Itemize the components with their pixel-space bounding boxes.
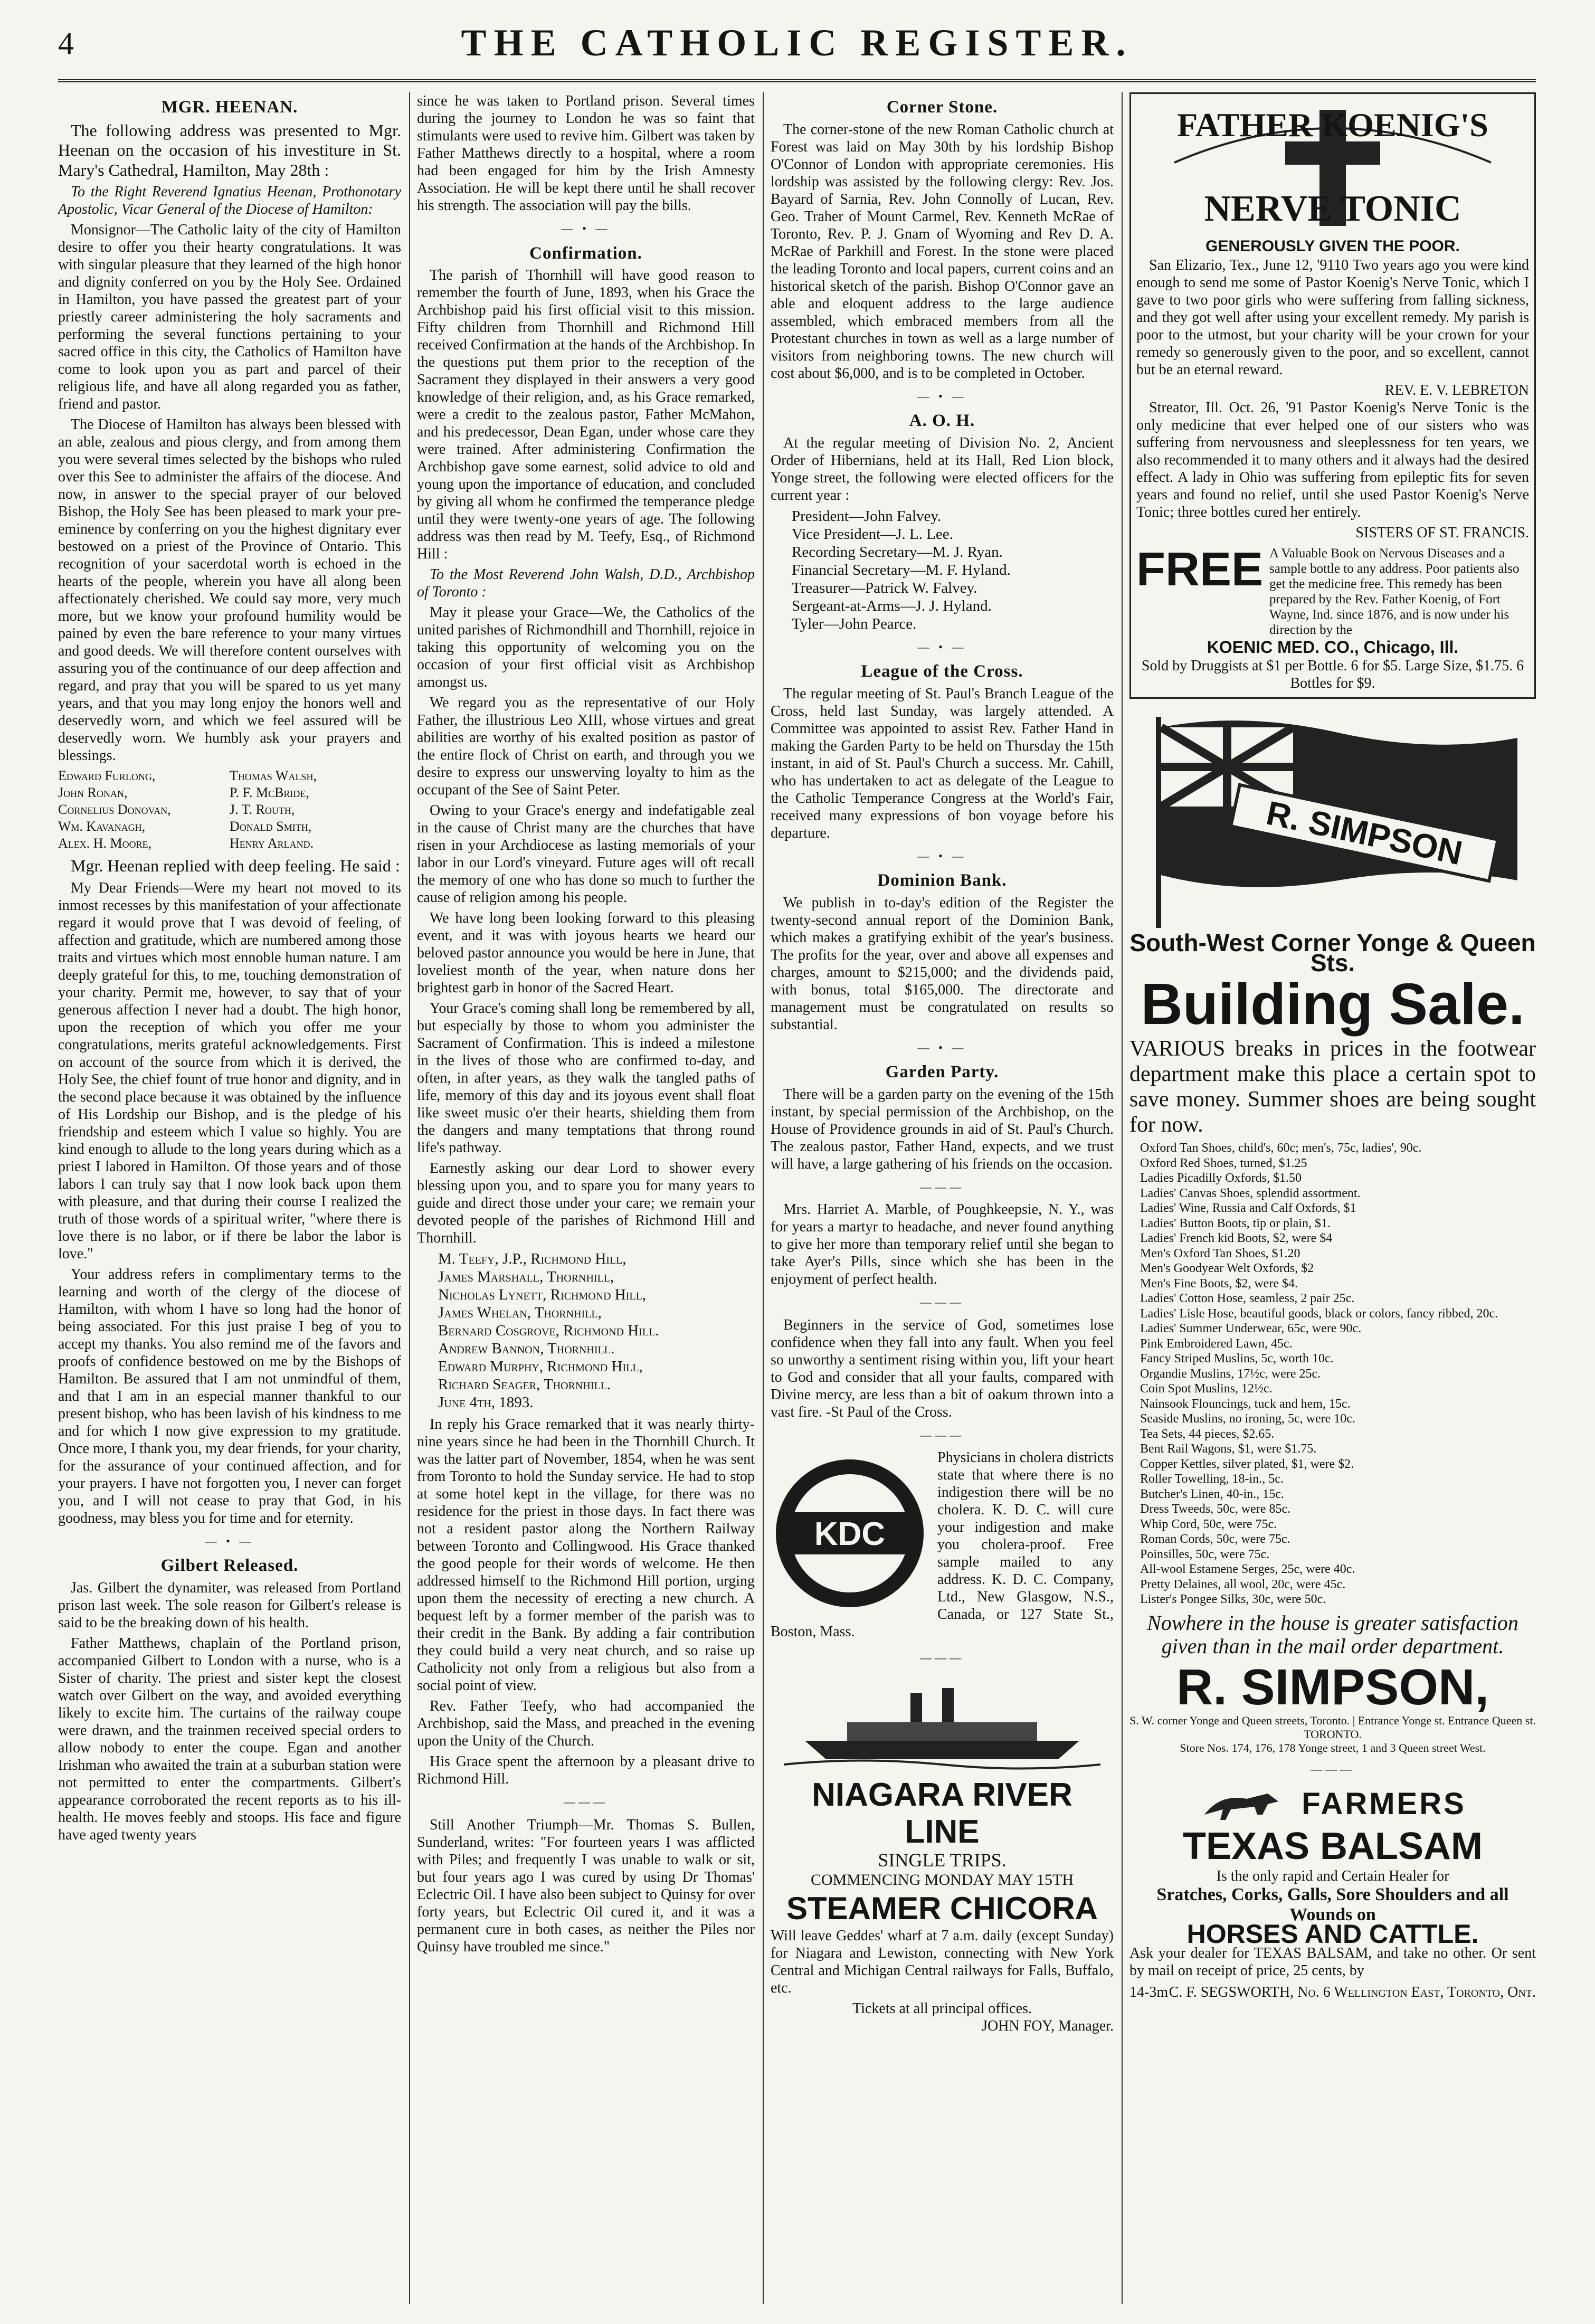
niagara-steamer: STEAMER CHICORA <box>786 1890 1098 1926</box>
officer-list <box>792 507 1114 633</box>
sale-item: Seaside Muslins, no ironing, 5c, were 10c. <box>1140 1412 1355 1426</box>
sale-item: Ladies Picadilly Oxfords, $1.50 <box>1140 1171 1302 1185</box>
koenig-tagline: GENEROUSLY GIVEN THE POOR. <box>1205 238 1460 255</box>
sale-item: Butcher's Linen, 40-in., 15c. <box>1140 1487 1284 1501</box>
separator: — • — <box>917 849 967 862</box>
simpson-location: South-West Corner Yonge & Queen Sts. <box>1129 929 1536 976</box>
simpson-store-numbers: Store Nos. 174, 176, 178 Yonge street, 1 and 3 Queen street West. <box>1180 1741 1486 1754</box>
signature: P. F. McBride, <box>230 785 309 800</box>
sale-intro: VARIOUS breaks in prices in the footwear department make this place a certain spot to save money. Summer shoes are being sought for now. <box>1129 1037 1536 1137</box>
signature: Henry Arland. <box>230 836 314 851</box>
texas-signature-row <box>1129 1982 1536 2003</box>
kdc-logo-text: KDC <box>814 1516 886 1552</box>
sale-item: Ladies' Wine, Russia and Calf Oxfords, $1 <box>1140 1201 1356 1215</box>
paragraph: The Diocese of Hamilton has always been blessed with an able, zealous and pious clergy, and from among them you were several times selected by the bishops who ruled over this See to administer the affairs of the diocese. And now, in answer to the special prayer of our beloved Bishop, the Holy See has been pleased to mark your pre-eminence by conferring on you the highest dignitary ever bestowed on a priest of the Province of Ontario. This recognition of your sacerdotal worth is echoed in the hearts of the people, wherein you have all along been affectionately cherished. We could say more, very much more, but we know your profound humility would be pained by even the bare reference to your many virtues and good deeds. We will therefore content ourselves with assuring you of the continuance of our deep affection and regard, and pray that you will be spared to us yet many years, and that you may long enjoy the honors well and deservedly worn, and which we feel assured will be deservedly worn. We humbly ask your prayers and blessings. <box>58 416 401 764</box>
article-title: Corner Stone. <box>886 98 998 117</box>
article-title: Dominion Bank. <box>877 871 1007 890</box>
officer: Treasurer—Patrick W. Falvey. <box>792 579 977 596</box>
farmers-banner <box>1129 1783 1536 1825</box>
officer: President—John Falvey. <box>792 507 942 525</box>
separator: ——— <box>920 1428 964 1441</box>
niagara-subtitle: SINGLE TRIPS. <box>878 1849 1007 1871</box>
signature: Alex. H. Moore, <box>58 836 152 851</box>
texas-line: Sratches, Corks, Galls, Sore Shoulders and all Wounds on <box>1156 1885 1509 1924</box>
signature: J. T. Routh, <box>230 802 295 817</box>
flag-text: R. SIMPSON <box>1263 793 1466 872</box>
niagara-advertisement <box>771 1672 1114 2035</box>
article-title: League of the Cross. <box>861 662 1023 681</box>
separator: ——— <box>920 1180 964 1193</box>
koenig-logo-icon <box>1143 99 1523 236</box>
sale-item: Bent Rail Wagons, $1, were $1.75. <box>1140 1442 1317 1456</box>
sale-item: Copper Kettles, silver plated, $1, were $2. <box>1140 1457 1354 1471</box>
simpson-address: S. W. corner Yonge and Queen streets, Toronto. | Entrance Yonge st. Entrance Queen st. TORONTO. <box>1129 1713 1536 1741</box>
page-number: 4 <box>58 26 74 61</box>
signer: Andrew Bannon, Thornhill. <box>438 1340 615 1357</box>
page-header <box>58 21 1536 100</box>
paragraph: We have long been looking forward to this pleasing event, and it was with joyous hearts we heard our beloved pastor announce you would be here in June, that loveliest month of the year, when nature dons her brightest garb in honor of the Sacred Heart. <box>417 910 755 996</box>
testimonial-signature: SISTERS OF ST. FRANCIS. <box>1355 524 1529 541</box>
article-title: Gilbert Released. <box>160 1556 299 1575</box>
paragraph: Jas. Gilbert the dynamiter, was released from Portland prison last week. The sole reason for Gilbert's release is said to be the breaking down of his health. <box>58 1579 401 1631</box>
sale-item: Ladies' Summer Underwear, 65c, were 90c. <box>1140 1322 1362 1335</box>
koenic-company: KOENIC MED. CO., Chicago, Ill. <box>1207 637 1459 657</box>
salutation: To the Most Reverend John Walsh, D.D., Archbishop of Toronto : <box>417 566 755 600</box>
sale-item: Ladies' Button Boots, tip or plain, $1. <box>1140 1216 1331 1230</box>
officer: Vice President—J. L. Lee. <box>792 525 953 543</box>
koenig-advertisement <box>1129 92 1536 699</box>
sale-item: Oxford Red Shoes, turned, $1.25 <box>1140 1156 1307 1170</box>
officer: Tyler—John Pearce. <box>792 615 917 632</box>
horse-icon <box>1199 1783 1294 1825</box>
paragraph: At the regular meeting of Division No. 2, Ancient Order of Hibernians, held at its Hall, Red Lion block, Yonge street, the following were elected officers for the current year : <box>771 434 1114 504</box>
free-offer <box>1136 543 1529 638</box>
niagara-title: NIAGARA RIVER LINE <box>812 1776 1072 1850</box>
paragraph: We regard you as the representative of our Holy Father, the illustrious Leo XIII, whose virtues and great abilities are worthy of his exalted position as pastor of the entire flock of Christ on earth, and through you we desire to express our unswerving loyalty to him as the occupant of the See of Saint Peter. <box>417 695 755 798</box>
signatures <box>58 767 401 852</box>
sale-item: Pretty Delaines, all wool, 20c, were 45c. <box>1140 1577 1346 1591</box>
paragraph: The parish of Thornhill will have good reason to remember the fourth of June, 1893, when his Grace the Archbishop paid his first official visit to this mission. Fifty children from Thornhill and Richmond Hill received Confirmation at the hands of the Archbishop. In the questions put them prior to the reception of the Sacrament they displayed in their answers a very good knowledge of their religion, and, as his Grace remarked, were a credit to the zealous pastor, Father McMahon, and his predecessor, Dean Egan, under whose care they were trained. After administering Confirmation the Archbishop gave some earnest, solid advice to old and young upon the importance of education, and concluded by giving all whom he confirmed the temperance pledge until they were twenty-one years of age. The following address was then read by M. Teefy, Esq., of Richmond Hill : <box>417 267 755 562</box>
sale-item-list <box>1140 1141 1536 1607</box>
article-title: Garden Party. <box>885 1063 999 1082</box>
sale-item: Ladies' Canvas Shoes, splendid assortment. <box>1140 1186 1361 1200</box>
ad-code: 14-3m <box>1129 1984 1169 2000</box>
sale-item: Roller Towelling, 18-in., 5c. <box>1140 1472 1284 1486</box>
advertisement-text: Still Another Triumph—Mr. Thomas S. Bullen, Sunderland, writes: "For fourteen years I was afflicted with Piles; and frequently I was unable to walk or sit, but four years ago I was cured by using Dr Thomas' Eclectric Oil. I have also been subject to Quinsy for over forty years, but Eclectric Oil cured it, and it was a permanent cure in both cases, as neither the Piles nor Quinsy have troubled me since." <box>417 1816 755 1955</box>
column-divider <box>763 92 764 2304</box>
signature: Donald Smith, <box>230 819 312 834</box>
free-text: A Valuable Book on Nervous Diseases and a sample bottle to any address. Poor patients also get the medicine free. This remedy has been prepared by the Rev. Father Koenig, of Fort Wayne, Ind. since 1876, and is now under his direction by the <box>1269 546 1520 637</box>
column-divider <box>409 92 410 2304</box>
advertisement-text: Will leave Geddes' wharf at 7 a.m. daily (except Sunday) for Niagara and Lewiston, connecting with New York Central and Michigan Central railways for Falls, Buffalo, etc. <box>771 1927 1114 1996</box>
texas-signature: C. F. SEGSWORTH, No. 6 Wellington East, Toronto, Ont. <box>1169 1984 1536 2000</box>
sale-item: All-wool Estamene Serges, 25c, were 40c. <box>1140 1562 1355 1576</box>
paragraph: Rev. Father Teefy, who had accompanied the Archbishop, said the Mass, and preached in the evening upon the Unity of the Church. <box>417 1698 755 1749</box>
officer: Financial Secretary—M. F. Hyland. <box>792 561 1011 578</box>
paragraph: Mgr. Heenan replied with deep feeling. He said : <box>71 856 400 875</box>
paragraph: Beginners in the service of God, sometimes lose confidence when they fall into any fault. When you feel so unworthy a sentiment rising within you, lift your heart to God and consider that all your faults, compared with Divine mercy, are less than a bit of oakum thrown into a vast fire. -St Paul of the Cross. <box>771 1316 1114 1420</box>
sale-item: Ladies' Cotton Hose, seamless, 2 pair 25c. <box>1140 1292 1355 1305</box>
separator: — • — <box>917 1040 967 1054</box>
sale-item: Lister's Pongee Silks, 30c, were 50c. <box>1140 1592 1326 1606</box>
paragraph: We publish in to-day's edition of the Register the twenty-second annual report of the Dominion Bank, which makes a gratifying exhibit of the year's business. The profits for the year, over and above all expenses and charges, amount to $215,000; and the dividends paid, with bonus, total $165,000. The directorate and management must be congratulated on results so substantial. <box>771 894 1114 1033</box>
separator: — • — <box>917 389 967 403</box>
signer: Richard Seager, Thornhill. <box>438 1376 611 1393</box>
sale-item: Organdie Muslins, 17½c, were 25c. <box>1140 1367 1321 1381</box>
niagara-tickets: Tickets at all principal offices. <box>852 2000 1032 2017</box>
paragraph: The corner-stone of the new Roman Catholic church at Forest was laid on May 30th by his lordship Bishop O'Connor of London with appropriate ceremonies. His lordship was assisted by the following clergy: Rev. Jos. Bayard of Sarnia, Rev. John Connolly of Lucan, Rev. Geo. Traher of Mount Carmel, Rev. Kenneth McRae of Toronto, Rev. P. J. Gnam of Wyoming and Rev D. A. McRae of Parkhill and Forest. In the stone were placed the leading Toronto and local papers, current coins and an historical sketch of the parish. Bishop O'Connor gave an able and eloquent address to the large audience assembled, which embraced members from all the Protestant churches in town as well as a large number of visitors from neighboring towns. The new church will cost about $6,000, and is to be completed in October. <box>771 121 1114 382</box>
article-title: MGR. HEENAN. <box>161 98 298 117</box>
signer: James Marshall, Thornhill, <box>438 1268 614 1285</box>
officer: Recording Secretary—M. J. Ryan. <box>792 543 1003 561</box>
sale-item: Men's Goodyear Welt Oxfords, $2 <box>1140 1261 1314 1275</box>
officer: Sergeant-at-Arms—J. J. Hyland. <box>792 597 992 614</box>
simpson-advertisement <box>1129 706 1536 1755</box>
column-divider <box>1122 92 1123 2304</box>
signer: M. Teefy, J.P., Richmond Hill, <box>438 1250 626 1267</box>
flag-icon <box>1137 706 1528 928</box>
separator: — • — <box>561 222 611 235</box>
header-rule <box>58 79 1536 82</box>
article-title: A. O. H. <box>909 411 975 430</box>
signer: June 4th, 1893. <box>438 1394 534 1411</box>
paragraph: In reply his Grace remarked that it was nearly thirty-nine years since he had been in the Thornhill Church. It was the latter part of November, 1854, when he was sent from Toronto to hold the Sunday service. He had to stop at some hotel kept in the village, for there was no residence for the priest in those days. In fact there was not a resident pastor along the Northern Railway between Toronto and Collingwood. His Grace thanked the good people for their words of welcome. He then addressed himself to the Richmond Hill portion, urging upon them the necessity of erecting a new church. A bequest left by a former member of the parish was to their credit in the Bank. By adding a fair contribution they could build a very neat church, and so raise up Catholicity not only from a religious but also from a social point of view. <box>417 1416 755 1694</box>
column-1 <box>58 92 401 2304</box>
texas-order-info: Ask your dealer for TEXAS BALSAM, and take no other. Or sent by mail on receipt of price, 25 cents, by <box>1129 1944 1536 1979</box>
sale-item: Ladies' Lisle Hose, beautiful goods, black or colors, fancy ribbed, 20c. <box>1140 1306 1498 1321</box>
separator: ——— <box>920 1651 964 1664</box>
sale-item: Fancy Striped Muslins, 5c, worth 10c. <box>1140 1352 1334 1365</box>
steamer-icon <box>784 1672 1100 1772</box>
sale-item: Oxford Tan Shoes, child's, 60c; men's, 75c, ladies', 90c. <box>1140 1141 1422 1155</box>
masthead: THE CATHOLIC REGISTER. <box>461 22 1133 64</box>
paragraph: Owing to your Grace's energy and indefatigable zeal in the cause of Christ many are the churches that have risen in your Archdiocese as lasting memorials of your labor in our Lord's vineyard. Future ages will oft recall the memory of one who has done so much to further the cause of religion among his people. <box>417 802 755 906</box>
kdc-advertisement <box>771 1449 1114 1640</box>
sale-item: Nainsook Flouncings, tuck and hem, 15c. <box>1140 1397 1351 1411</box>
advertisement-text: Physicians in cholera districts state that where there is no indigestion there will be no cholera. K. D. C. will cure your indigestion and make you cholera-proof. Free sample mailed to any address. K. D. C. Company, Ltd., New Glasgow, N.S., Canada, or 127 State St., Boston, Mass. <box>771 1449 1114 1640</box>
signer: Edward Murphy, Richmond Hill, <box>438 1358 643 1375</box>
paragraph: Mrs. Harriet A. Marble, of Poughkeepsie, N. Y., was for years a martyr to headache, and never found anything to give her more than temporary relief until she began to take Ayer's Pills, since which she has been in the enjoyment of perfect health. <box>771 1201 1114 1287</box>
texas-balsam-title: TEXAS BALSAM <box>1182 1825 1483 1867</box>
paragraph: Earnestly asking our dear Lord to shower every blessing upon you, and to spare you for many years to guide and direct those under your care; we remain your devoted people of the parishes of Richmond Hill and Thornhill. <box>417 1160 755 1246</box>
paragraph: Father Matthews, chaplain of the Portland prison, accompanied Gilbert to London with a nurse, who is a Sister of charity. The priest and sister kept the closest watch over Gilbert on the way, and avoided everything likely to excite him. The curtains of the railway coupe were drawn, and the trainmen received special orders to allow nobody to enter the coupe. Egan and another Irishman who awaited the train at a suburban station were not permitted to enter the compartments. Gilbert's appearance corroborated the recent reports as to his ill-health. He moves feebly and stoops. His face and figure have aged twenty years <box>58 1635 401 1843</box>
column-2 <box>417 92 755 2304</box>
separator: ——— <box>1311 1762 1355 1776</box>
signature: Edward Furlong, <box>58 768 156 783</box>
column-3 <box>771 92 1114 2304</box>
niagara-manager: JOHN FOY, Manager. <box>982 2017 1114 2034</box>
sale-item: Ladies' French kid Boots, $2, were $4 <box>1140 1231 1333 1245</box>
column-4 <box>1129 92 1536 2304</box>
signer: Nicholas Lynett, Richmond Hill, <box>438 1286 647 1303</box>
signature: Cornelius Donovan, <box>58 802 171 817</box>
signer: James Whelan, Thornhill, <box>438 1304 602 1321</box>
free-label: FREE <box>1136 543 1264 596</box>
horses-cattle: HORSES AND CATTLE. <box>1186 1919 1479 1949</box>
niagara-commencing: COMMENCING MONDAY MAY 15TH <box>810 1871 1074 1889</box>
signature: John Ronan, <box>58 785 128 800</box>
salutation: To the Right Reverend Ignatius Heenan, Prothonotary Apostolic, Vicar General of the Diocese of Hamilton: <box>58 184 401 217</box>
koenig-logo-top: FATHER KOENIG'S <box>1177 106 1488 144</box>
paragraph: His Grace spent the afternoon by a pleasant drive to Richmond Hill. <box>417 1753 755 1787</box>
paragraph: The following address was presented to Mgr. Heenan on the occasion of his investiture in St. Mary's Cathedral, Hamilton, May 28th : <box>58 120 401 179</box>
separator: — • — <box>205 1534 254 1548</box>
paragraph: May it please your Grace—We, the Catholics of the united parishes of Richmondhill and Thornhill, rejoice in taking this opportunity of welcoming you on the occasion of your first official visit as Archbishop amongst us. <box>417 604 755 690</box>
simpson-name: R. SIMPSON, <box>1176 1658 1489 1715</box>
paragraph: My Dear Friends—Were my heart not moved to its inmost recesses by this manifestation of your affectionate regard it would prove that I was devoid of feeling, of affection and gratitude, which are numbered among those traits and virtues which most ennoble human nature. I am deeply grateful for this, to me, touching demonstration of your charity. Permit me, however, to say that of your generous affection I never had a doubt. The high honor, upon the reception of which you offer me your congratulations, merits grateful acknowledgements. First on account of the source from which it is derived, the Holy See, the chief fount of true honor and dignity, and in the second place because it was obtained by the influence of His Lordship our Bishop, and is the pledge of his friendship and esteem which I value so highly. You are kind enough to allude to the long years during which as a priest I labored in Hamilton. Of those years and of those labors I can truly say that I now look back upon them with pleasure, and that during their course I realized the truth of those words of a spiritual writer, "where there is love there is no labor, or if there be labor the labor is love." <box>58 879 401 1262</box>
signature: Thomas Walsh, <box>230 768 317 783</box>
sale-item: Coin Spot Muslins, 12½c. <box>1140 1382 1273 1396</box>
testimonial-signature: REV. E. V. LEBRETON <box>1384 382 1529 399</box>
kdc-logo-icon <box>771 1454 929 1612</box>
sale-item: Roman Cords, 50c, were 75c. <box>1140 1532 1290 1546</box>
signature: Wm. Kavanagh, <box>58 819 146 834</box>
paragraph: Your Grace's coming shall long be remembered by all, but especially by those to whom you administer the Sacrament of Confirmation. This is indeed a milestone in the lives of those who are confirmed to-day, and often, in after years, as they walk the tangled paths of life, memory of this day and its joyous event shall float like sweet music o'er their hearts, shielding them from the dangers and many temptations that throng round life's pathway. <box>417 1000 755 1156</box>
sale-item: Whip Cord, 50c, were 75c. <box>1140 1517 1277 1531</box>
paragraph: There will be a garden party on the evening of the 15th instant, by special permission of the Archbishop, on the House of Providence grounds in aid of St. Paul's Church. The zealous pastor, Father Hand, expects, and we trust will have, a large gathering of his friends on the occasion. <box>771 1086 1114 1172</box>
paragraph: Monsignor—The Catholic laity of the city of Hamilton desire to offer you their hearty congratulations. It was with singular pleasure that they learned of the high honor and dignity conferred on you by the Holy See. Ordained in Hamilton, you have passed the greatest part of your priestly career administering the holy sacraments and performing the several functions pertaining to your sacred office in this city, the Catholics of Hamilton have come to look upon you as part and parcel of their religious life, and have all along regarded you as father, friend and pastor. <box>58 222 401 412</box>
separator: — • — <box>917 640 967 653</box>
sale-item: Poinsilles, 50c, were 75c. <box>1140 1547 1270 1561</box>
paragraph: Your address refers in complimentary terms to the learning and worth of the clergy of the diocese of Hamilton, with whom I have so long had the honor of being associated. For this just praise I beg of you to accept my thanks. You also remind me of the favors and proofs of confidence bestowed on me by the Bishops of Hamilton. Be assured that I am not unmindful of them, and that I am in an especial manner thankful to our present bishop, who has been lavish of his kindness to me and for which I now give expression to my gratitude. Once more, I thank you, my dear friends, for your charity, for the assurance of your continued affection, and for your prayers. I have not forgotten you, I never can forget you, and I will not cease to pray that God, in his goodness, may bless you for time and for eternity. <box>58 1266 401 1526</box>
texas-balsam-advertisement <box>1129 1783 1536 2002</box>
koenig-logo-bottom: NERVE TONIC <box>1204 188 1461 229</box>
testimonial: Streator, Ill. Oct. 26, '91 Pastor Koenig's Nerve Tonic is the only medicine that ever helped one of our sisters who was suffering from nervousness and sleeplessness for ten years, we also recommended it to many others and it always had the desired effect. A lady in Ohio was suffering from epileptic fits for seven years and found no relief, until she used Pastor Koenig's Nerve Tonic; three bottles cured her entirely. <box>1136 399 1529 520</box>
paragraph: The regular meeting of St. Paul's Branch League of the Cross, held last Sunday, was largely attended. A Committee was appointed to assist Rev. Father Hand in making the Garden Party to be held on Thursday the 15th instant, in aid of St. Paul's Church a success. Mr. Cahill, who has undertaken to act as delegate of the League to the Catholic Temperance Congress at the World's Fair, received many expressions of bon voyage before his departure. <box>771 685 1114 841</box>
sale-item: Tea Sets, 44 pieces, $2.65. <box>1140 1427 1275 1441</box>
farmers-title: FARMERS <box>1302 1787 1466 1822</box>
signer-list <box>438 1250 755 1411</box>
sale-item: Pink Embroidered Lawn, 45c. <box>1140 1336 1293 1351</box>
article-title: Confirmation. <box>529 243 642 263</box>
separator: ——— <box>564 1795 608 1808</box>
separator: ——— <box>920 1295 964 1308</box>
texas-line: Is the only rapid and Certain Healer for <box>1216 1868 1449 1884</box>
koenic-price: Sold by Druggists at $1 per Bottle. 6 for $5. Large Size, $1.75. 6 Bottles for $9. <box>1141 658 1524 691</box>
paragraph: since he was taken to Portland prison. Several times during the journey to London he was so faint that stimulants were used to revive him. Gilbert was taken by Father Matthews directly to a hospital, where a room had been engaged for him by the Irish Amnesty Association. He will be kept there until he shall recover his strength. The association will pay the bills. <box>417 93 755 214</box>
sale-item: Men's Oxford Tan Shoes, $1.20 <box>1140 1246 1300 1260</box>
signer: Bernard Cosgrove, Richmond Hill. <box>438 1322 659 1339</box>
mail-order-note: Nowhere in the house is greater satisfaction given than in the mail order department. <box>1147 1610 1518 1658</box>
testimonial: San Elizario, Tex., June 12, '9110 Two years ago you were kind enough to send me some of Pastor Koenig's Nerve Tonic, which I gave to two poor girls who were suffering from falling sickness, and they got well after using your excellent remedy. My parish is poor to the utmost, but your charity will be your crown for your remedy so generously given to the poor, and so excellent, cannot but be an eternal reward. <box>1136 257 1529 378</box>
sale-item: Dress Tweeds, 50c, were 85c. <box>1140 1502 1291 1516</box>
building-sale-title: Building Sale. <box>1141 972 1525 1037</box>
sale-item: Men's Fine Boots, $2, were $4. <box>1140 1276 1298 1291</box>
